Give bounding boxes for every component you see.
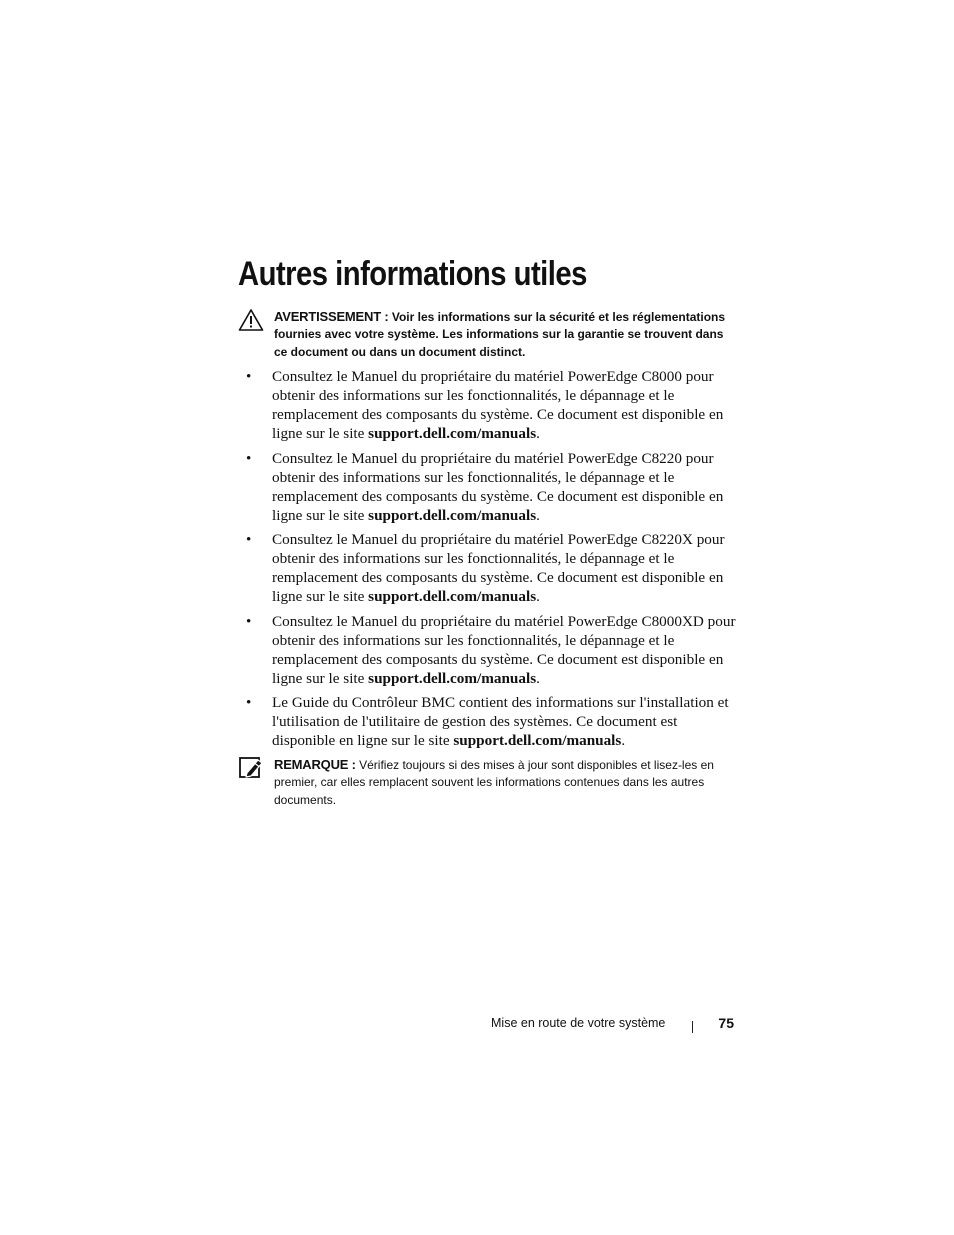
support-link[interactable]: support.dell.com/manuals xyxy=(368,588,537,605)
warning-triangle-icon xyxy=(238,308,264,332)
list-item xyxy=(240,612,740,688)
support-link[interactable]: support.dell.com/manuals xyxy=(368,669,537,687)
warning-label: AVERTISSEMENT : xyxy=(274,309,389,324)
footer-section-title: Mise en route de votre système xyxy=(491,1016,666,1030)
bullet-symbol: • xyxy=(246,368,252,385)
list-item-end: . xyxy=(621,732,626,749)
list-item-end: . xyxy=(536,425,540,442)
warning-body: Voir les informations sur la sécurité et les réglementations fournies avec votre système. Les informations sur la garantie se trouvent dans ce document ou dans un document distinct. xyxy=(274,310,726,359)
support-link[interactable]: support.dell.com/manuals xyxy=(368,425,537,442)
list-item-end: . xyxy=(536,669,540,687)
note-callout xyxy=(238,756,738,809)
list-item-text: Consultez le Manuel du propriétaire du matériel PowerEdge C8220 pour obtenir des informations sur les fonctionnalités, le dépannage et le remplacement des composants du système. Ce document est disponible en ligne sur le site xyxy=(272,449,724,524)
list-item xyxy=(240,693,740,750)
page-number: 75 xyxy=(718,1015,734,1031)
support-link[interactable]: support.dell.com/manuals xyxy=(368,506,537,524)
note-label: REMARQUE : xyxy=(274,757,356,772)
page-title: Autres informations utiles xyxy=(238,255,587,293)
bullet-symbol: • xyxy=(246,449,252,467)
note-body: Vérifiez toujours si des mises à jour sont disponibles et lisez-les en premier, car elles remplacent souvent les informations contenues dans les autres documents. xyxy=(274,758,714,807)
list-item-end: . xyxy=(536,506,540,524)
page-footer xyxy=(480,1015,736,1035)
list-item-text: Consultez le Manuel du propriétaire du matériel PowerEdge C8000XD pour obtenir des informations sur les fonctionnalités, le dépannage et le remplacement des composants du système. Ce document est disponible en ligne sur le site xyxy=(272,612,736,687)
bullet-symbol: • xyxy=(246,531,252,548)
list-item-text: Consultez le Manuel du propriétaire du matériel PowerEdge C8000 pour obtenir des informations sur les fonctionnalités, le dépannage et le remplacement des composants du système. Ce document est disponible en ligne sur le site xyxy=(272,368,724,442)
warning-text-block xyxy=(274,308,738,361)
list-item xyxy=(240,449,740,525)
warning-callout xyxy=(238,308,738,361)
pencil-note-icon xyxy=(238,756,264,780)
list-item-end: . xyxy=(536,588,540,605)
list-item xyxy=(240,367,740,443)
bullet-symbol: • xyxy=(246,694,252,711)
list-item xyxy=(240,530,740,606)
bullet-symbol: • xyxy=(246,612,252,630)
list-item-text: Consultez le Manuel du propriétaire du matériel PowerEdge C8220X pour obtenir des informations sur les fonctionnalités, le dépannage et le remplacement des composants du système. Ce document est disponible en ligne sur le site xyxy=(272,531,725,605)
list-item-text: Le Guide du Contrôleur BMC contient des informations sur l'installation et l'utilisation de l'utilitaire de gestion des systèmes. Ce document est disponible en ligne sur le site xyxy=(272,694,729,749)
note-text-block xyxy=(274,756,738,809)
footer-divider xyxy=(692,1021,693,1033)
support-link[interactable]: support.dell.com/manuals xyxy=(453,732,622,749)
resource-list xyxy=(240,367,740,756)
